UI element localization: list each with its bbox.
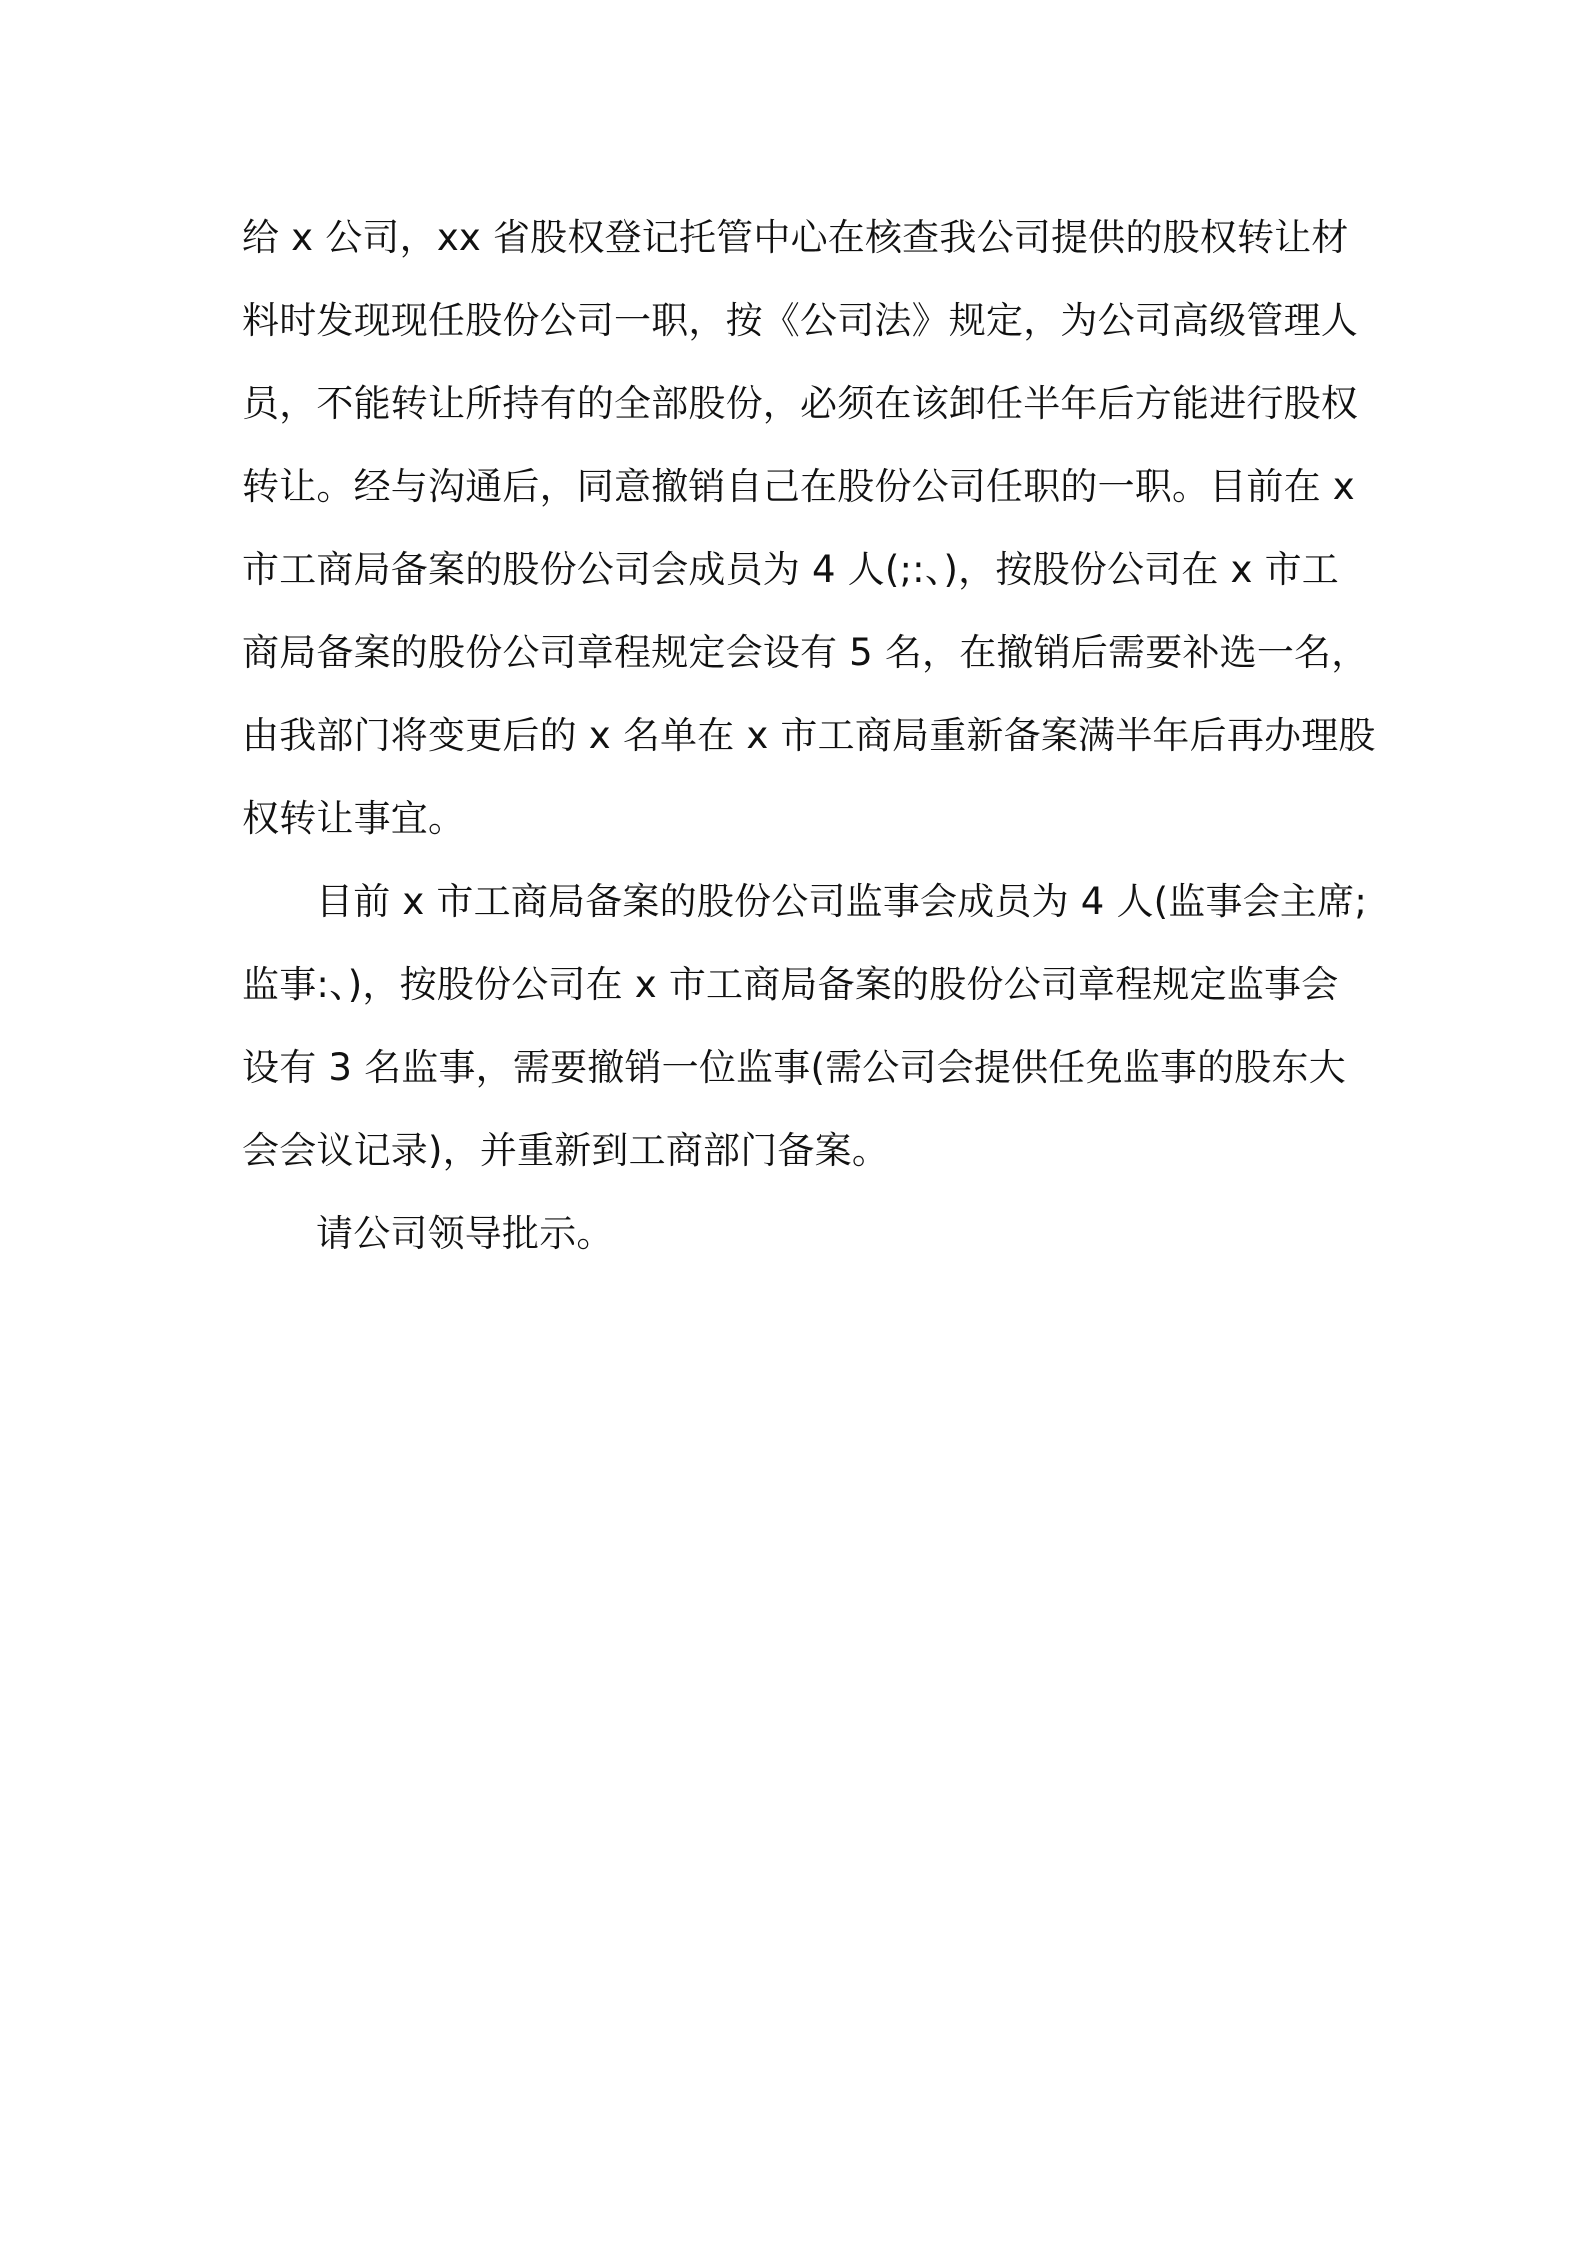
text-line: 给 x 公司，xx 省股权登记托管中心在核查我公司提供的股权转让材: [242, 216, 1349, 259]
text-line: 商局备案的股份公司章程规定会设有 5 名，在撤销后需要补选一名，: [242, 631, 1369, 674]
text-line: 权转让事宜。: [242, 797, 466, 840]
text-line: 目前 x 市工商局备案的股份公司监事会成员为 4 人(监事会主席;: [316, 880, 1367, 923]
text-line: 市工商局备案的股份公司会成员为 4 人(;:、)，按股份公司在 x 市工: [242, 548, 1339, 591]
text-line: 员，不能转让所持有的全部股份，必须在该卸任半年后方能进行股权: [242, 382, 1358, 425]
text-line: 由我部门将变更后的 x 名单在 x 市工商局重新备案满半年后再办理股: [242, 714, 1376, 757]
text-line: 会会议记录)，并重新到工商部门备案。: [242, 1129, 890, 1172]
paragraph-2: [242, 860, 1367, 1192]
paragraph-3: [242, 1192, 1352, 1275]
text-line: 设有 3 名监事，需要撤销一位监事(需公司会提供任免监事的股东大: [242, 1046, 1346, 1089]
paragraph-1: [242, 196, 1376, 860]
text-line: 监事:、)，按股份公司在 x 市工商局备案的股份公司章程规定监事会: [242, 963, 1339, 1006]
text-line: 请公司领导批示。: [316, 1212, 614, 1255]
text-line: 料时发现现任股份公司一职，按《公司法》规定，为公司高级管理人: [242, 299, 1358, 342]
document-body: [242, 196, 1376, 1275]
text-line: 转让。经与沟通后，同意撤销自己在股份公司任职的一职。目前在 x: [242, 465, 1355, 508]
